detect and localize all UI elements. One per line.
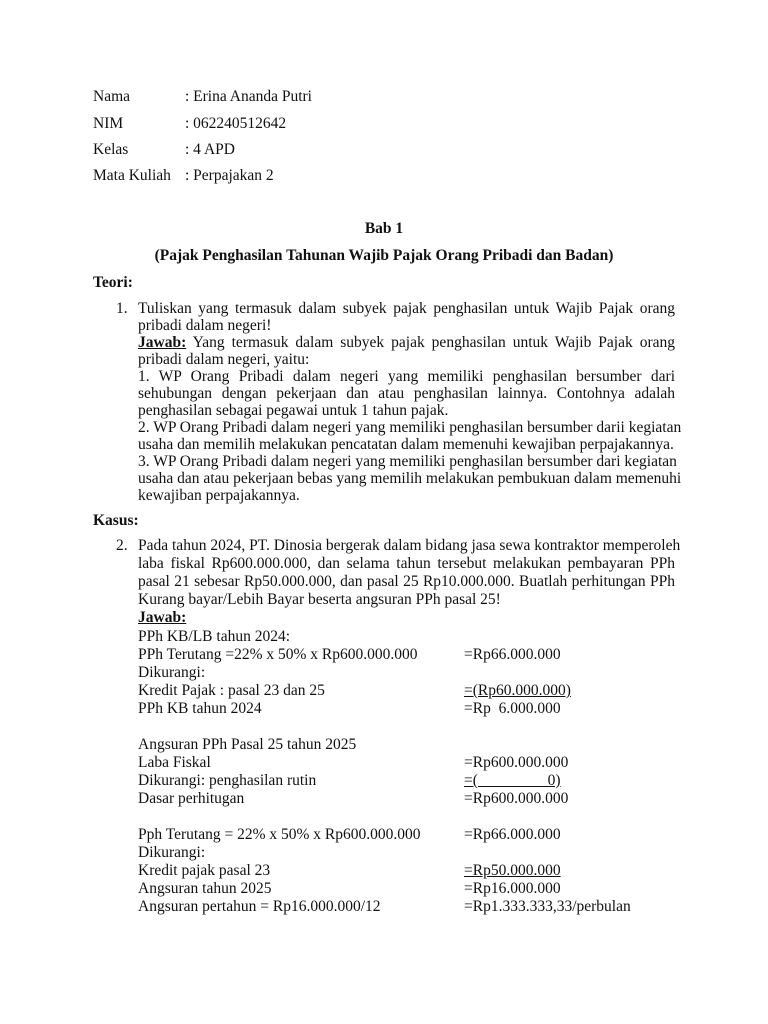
calc-row [138,646,678,664]
calc-value: =Rp600.000.000 [464,790,569,807]
calc-label: PPh KB/LB tahun 2024: [138,628,291,645]
calc-value: =( 0) [464,772,561,789]
teori-question-line: pribadi dalam negeri! [138,317,272,334]
calc-row [138,682,678,700]
teori-heading: Teori: [93,274,133,291]
value-kelas: : 4 APD [185,141,235,158]
jawab-first-text: Yang termasuk dalam subyek pajak penghasilan untuk Wajib Pajak orang [186,334,675,351]
calculation-table [138,628,678,916]
calc-value: =Rp66.000.000 [464,646,561,663]
answer-line: penghasilan sebagai pegawai untuk 1 tahun pajak. [138,402,449,419]
calc-value: =Rp1.333.333,33/perbulan [464,898,631,915]
chapter-title: Bab 1 [364,220,404,237]
calc-label: PPh Terutang =22% x 50% x Rp600.000.000 [138,646,418,663]
kasus-number: 2. [116,537,128,554]
kasus-question-line: Pada tahun 2024, PT. Dinosia bergerak dalam bidang jasa sewa kontraktor memperoleh [138,537,681,554]
calc-row [138,700,678,718]
calc-row [138,862,678,880]
teori-number: 1. [116,300,128,317]
kasus-question [138,537,681,627]
calc-value: =(Rp60.000.000) [464,682,571,699]
calc-row [138,898,678,916]
calc-row [138,808,678,826]
chapter-subtitle: (Pajak Penghasilan Tahunan Wajib Pajak Orang Pribadi dan Badan) [154,247,614,264]
calc-label: Pph Terutang = 22% x 50% x Rp600.000.000 [138,826,421,843]
calc-value: =Rp66.000.000 [464,826,561,843]
calc-label: Angsuran tahun 2025 [138,880,272,897]
calc-label: Laba Fiskal [138,754,211,771]
calc-value: =Rp600.000.000 [464,754,569,771]
answer-line: usaha dan memilih melakukan pencatatan dalam memenuhi kewajiban perpajakannya. [138,436,674,453]
calc-row [138,736,678,754]
calc-label: Angsuran PPh Pasal 25 tahun 2025 [138,736,357,753]
answer-line: 2. WP Orang Pribadi dalam negeri yang memiliki penghasilan bersumber darii kegiatan [138,419,682,436]
calc-value: =Rp50.000.000 [464,862,561,879]
calc-label: PPh KB tahun 2024 [138,700,262,717]
calc-row [138,772,678,790]
calc-row [138,826,678,844]
kasus-question-line: laba fiskal Rp600.000.000, dan selama tahun tersebut melakukan pembayaran PPh [138,555,675,572]
calc-label: Dikurangi: [138,844,206,861]
kasus-jawab-label: Jawab: [138,609,187,626]
label-nama: Nama [93,88,131,105]
calc-row [138,880,678,898]
kasus-question-line: pasal 21 sebesar Rp50.000.000, dan pasal 25 Rp10.000.000. Buatlah perhitungan PPh [138,573,675,590]
calc-row [138,844,678,862]
jawab-label: Jawab: [138,334,187,351]
teori-question [138,300,682,504]
value-nim: : 062240512642 [185,115,287,132]
label-kelas: Kelas [93,141,129,158]
answer-line: 3. WP Orang Pribadi dalam negeri yang memiliki penghasilan bersumber dari kegiatan [138,453,677,470]
calc-value: =Rp16.000.000 [464,880,561,897]
kasus-heading: Kasus: [93,512,139,529]
calc-label: Dikurangi: [138,664,206,681]
calc-label: Kredit pajak pasal 23 [138,862,271,879]
answer-line: usaha dan atau pekerjaan bebas yang memilih melakukan pembukuan dalam memenuhi [138,470,682,487]
teori-question-line: Tuliskan yang termasuk dalam subyek pajak penghasilan untuk Wajib Pajak orang [138,300,675,317]
teori-jawab-line [138,334,675,351]
calc-row [138,754,678,772]
calc-label: Angsuran pertahun = Rp16.000.000/12 [138,898,381,915]
label-mata-kuliah: Mata Kuliah [93,167,171,184]
answer-line: pribadi dalam negeri, yaitu: [138,351,310,368]
calc-row [138,718,678,736]
answer-line: kewajiban perpajakannya. [138,487,300,504]
calc-label: Dasar perhitugan [138,790,245,807]
calc-value: =Rp 6.000.000 [464,700,561,717]
calc-row [138,628,678,646]
calc-row [138,664,678,682]
kasus-question-line: Kurang bayar/Lebih Bayar beserta angsuran PPh pasal 25! [138,591,501,608]
calc-row [138,790,678,808]
calc-label: Kredit Pajak : pasal 23 dan 25 [138,682,325,699]
answer-line: sehubungan dengan pekerjaan dan atau penghasilan lainnya. Contohnya adalah [138,385,675,402]
value-nama: : Erina Ananda Putri [185,88,312,105]
calc-label: Dikurangi: penghasilan rutin [138,772,317,789]
value-mata-kuliah: : Perpajakan 2 [185,167,274,184]
label-nim: NIM [93,115,124,132]
answer-line: 1. WP Orang Pribadi dalam negeri yang memiliki penghasilan bersumber dari [138,368,675,385]
